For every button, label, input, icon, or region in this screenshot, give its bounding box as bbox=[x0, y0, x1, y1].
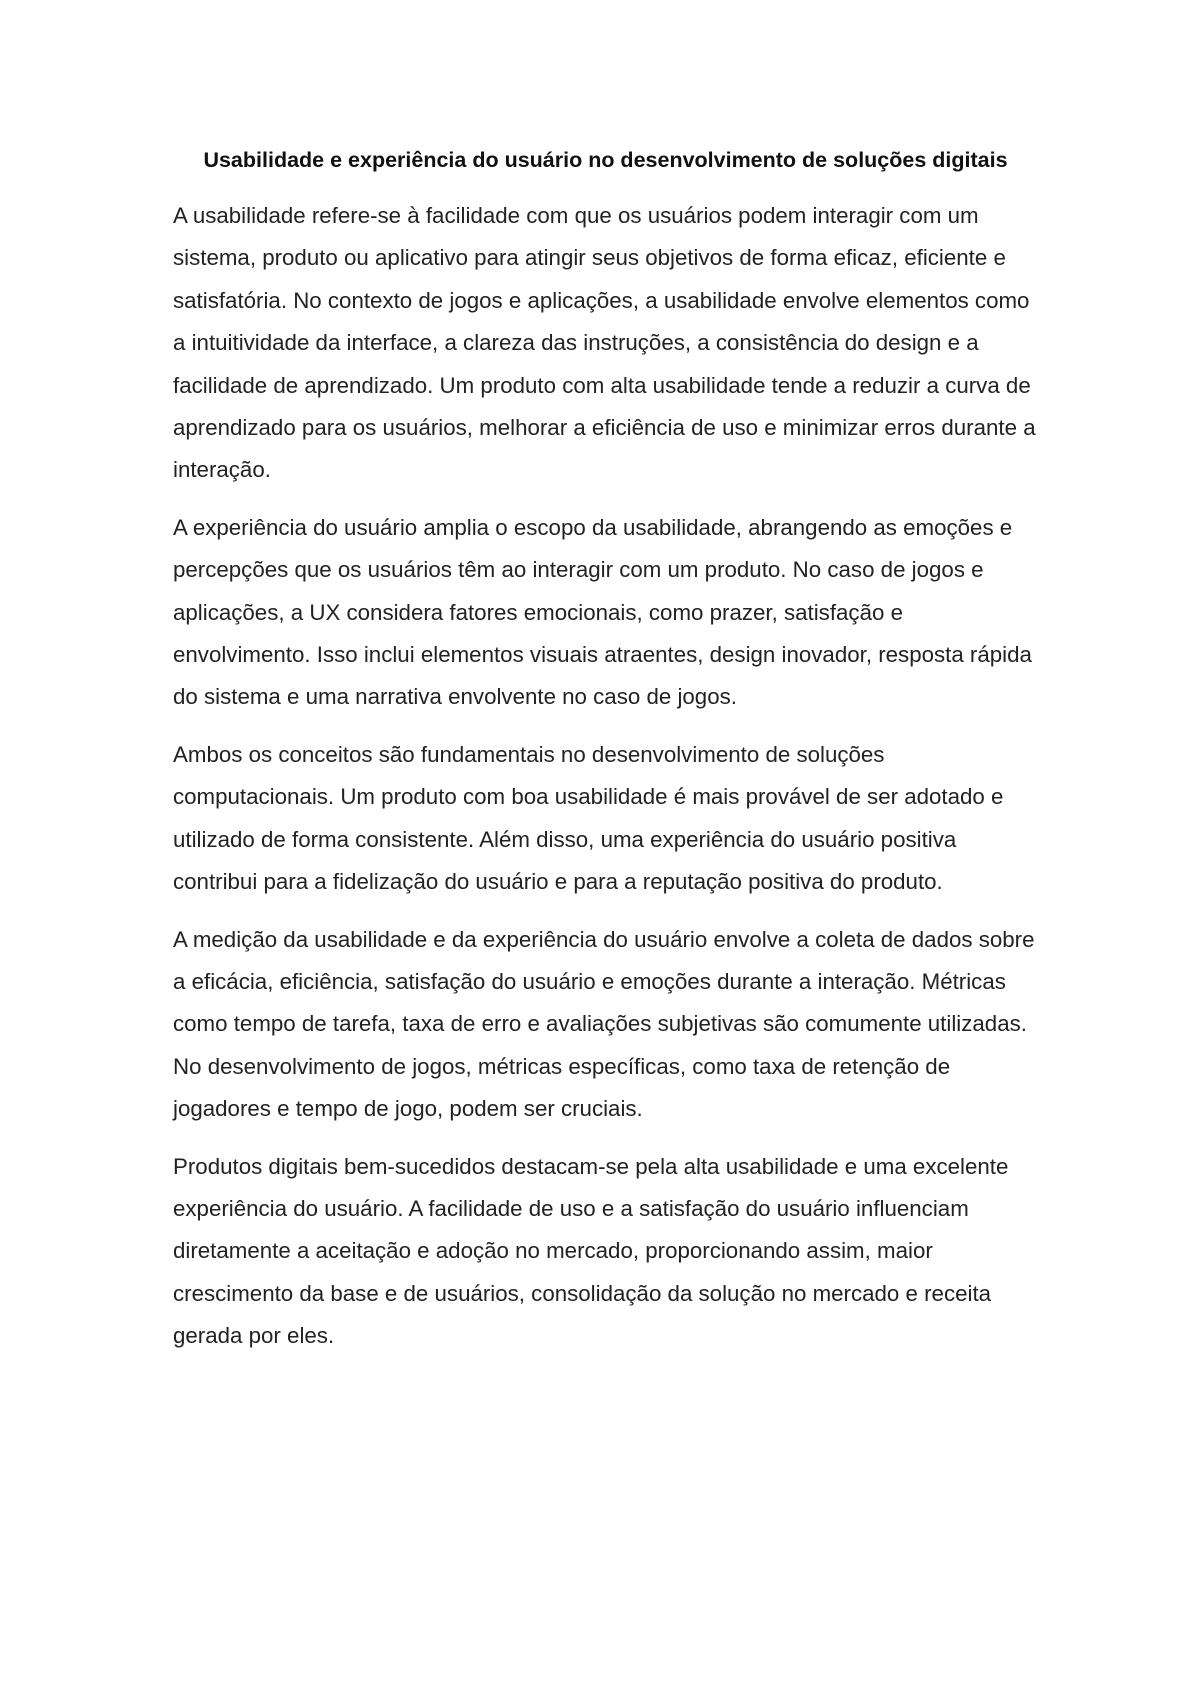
paragraph-usabilidade: A usabilidade refere-se à facilidade com que os usuários podem interagir com um sistema, produto ou aplicativo para atingir seus objetivos de forma eficaz, eficiente e satisfatória. No contexto de jogos e aplicações, a usabilidade envolve elementos como a intuitividade da interface, a clareza das instruções, a consistência do design e a facilidade de aprendizado. Um produto com alta usabilidade tende a reduzir a curva de aprendizado para os usuários, melhorar a eficiência de uso e minimizar erros durante a interação. bbox=[173, 203, 1036, 483]
paragraph-conceitos: Ambos os conceitos são fundamentais no desenvolvimento de soluções computacionais. Um produto com boa usabilidade é mais provável de ser adotado e utilizado de forma consistente. Além disso, uma experiência do usuário positiva contribui para a fidelização do usuário e para a reputação positiva do produto. bbox=[173, 741, 1004, 895]
document-body bbox=[173, 140, 1038, 1373]
document-title: Usabilidade e experiência do usuário no desenvolvimento de soluções digitais bbox=[203, 148, 1008, 172]
paragraph-experiencia: A experiência do usuário amplia o escopo da usabilidade, abrangendo as emoções e percepções que os usuários têm ao interagir com um produto. No caso de jogos e aplicações, a UX considera fatores emocionais, como prazer, satisfação e envolvimento. Isso inclui elementos visuais atraentes, design inovador, resposta rápida do sistema e uma narrativa envolvente no caso de jogos. bbox=[173, 514, 1032, 710]
paragraph-produtos: Produtos digitais bem-sucedidos destacam-se pela alta usabilidade e uma excelente experiência do usuário. A facilidade de uso e a satisfação do usuário influenciam diretamente a aceitação e adoção no mercado, proporcionando assim, maior crescimento da base e de usuários, consolidação da solução no mercado e receita gerada por eles. bbox=[173, 1153, 1009, 1349]
paragraph-medicao: A medição da usabilidade e da experiência do usuário envolve a coleta de dados sobre a eficácia, eficiência, satisfação do usuário e emoções durante a interação. Métricas como tempo de tarefa, taxa de erro e avaliações subjetivas são comumente utilizadas. No desenvolvimento de jogos, métricas específicas, como taxa de retenção de jogadores e tempo de jogo, podem ser cruciais. bbox=[173, 926, 1035, 1122]
